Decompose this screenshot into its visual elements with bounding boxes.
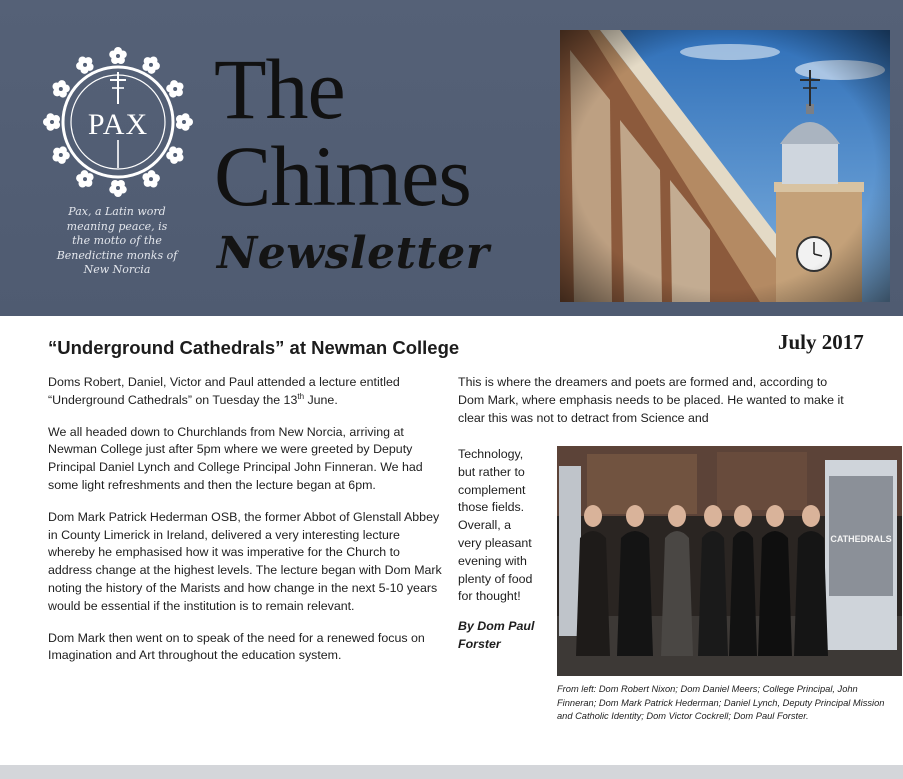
masthead-subtitle: Newsletter xyxy=(217,228,490,279)
p1-superscript: th xyxy=(297,391,305,401)
person-head xyxy=(704,505,722,527)
person-head xyxy=(766,505,784,527)
wreath-flower-core xyxy=(83,63,87,67)
motto-line: New Norcia xyxy=(83,263,151,276)
article-paragraph: This is where the dreamers and poets are formed and, according to Dom Mark, where emphasis needs to be placed. He wanted to make it clear this was not to detract from Science and xyxy=(458,375,844,425)
wreath-flower-core xyxy=(50,120,54,124)
motto-line: the motto of the xyxy=(72,234,162,247)
pax-wreath-logo-icon xyxy=(38,42,198,202)
wreath-petal xyxy=(76,62,84,70)
church-bell-tower-photo xyxy=(560,30,890,302)
person-head xyxy=(668,505,686,527)
wreath-petal xyxy=(152,174,160,182)
narrow-line: Overall, a xyxy=(458,518,512,533)
narrow-line: for thought! xyxy=(458,589,521,604)
person-silhouette xyxy=(698,531,728,656)
wreath-petal xyxy=(46,123,54,131)
person-silhouette xyxy=(758,531,792,656)
narrow-line: evening with xyxy=(458,553,527,568)
article-paragraph: Dom Mark Patrick Hederman OSB, the former Abbot of Glenstall Abbey in County Limerick in Ireland, delivered a very interesting lecture whereby he emphasised how it was imperative for the Church to address change at the highest levels. The lecture began with Dom Mark noting the history of the Marists and how change in the next 5-10 years would be essential if the institution is to remain relevant. xyxy=(48,509,442,613)
wreath-petal xyxy=(182,113,190,121)
wreath-flower-core xyxy=(149,63,153,67)
person-head xyxy=(734,505,752,527)
wreath-flower-core xyxy=(149,177,153,181)
p1-text-end: June. xyxy=(304,392,338,407)
group-photo-monks xyxy=(557,446,902,676)
person-silhouette xyxy=(661,531,693,656)
wreath-flower-core xyxy=(173,153,177,157)
wreath-flower-core xyxy=(182,120,186,124)
masthead-title-line2: Chimes xyxy=(214,128,471,224)
article-column-narrow xyxy=(458,446,550,654)
wreath-flower-core xyxy=(116,186,120,190)
wreath-petal xyxy=(170,80,178,88)
motto-line: Pax, a Latin word xyxy=(68,205,166,218)
banner-text: CATHEDRALS xyxy=(830,534,892,544)
byline-line: Forster xyxy=(458,636,501,651)
article-paragraph xyxy=(48,374,446,410)
article-paragraph: Dom Mark then went on to speak of the need for a renewed focus on Imagination and Art throughout the education system. xyxy=(48,630,425,663)
narrow-line: but rather to xyxy=(458,464,525,479)
wreath-flower-core xyxy=(59,87,63,91)
person-silhouette xyxy=(794,531,828,656)
issue-date: July 2017 xyxy=(778,330,864,354)
wreath-petal xyxy=(58,156,66,164)
motto-line: meaning peace, is xyxy=(66,219,168,233)
wreath-flower-core xyxy=(116,54,120,58)
person-silhouette xyxy=(576,531,610,656)
person-silhouette xyxy=(729,531,757,656)
narrow-line: very pleasant xyxy=(458,535,532,550)
narrow-line: complement xyxy=(458,482,526,497)
byline-line: By Dom Paul xyxy=(458,619,535,634)
person-silhouette xyxy=(617,531,653,656)
article-paragraph: We all headed down to Churchlands from New Norcia, arriving at Newman College just after 5pm where we were greeted by Deputy Principal Daniel Lynch and College Principal John Finneran. We had some light refreshments and then the lecture began at 6pm. xyxy=(48,424,423,492)
p1-text: Doms Robert, Daniel, Victor and Paul attended a lecture entitled “Underground Cathedrals” on Tuesday the 13 xyxy=(48,375,400,407)
wreath-flower-core xyxy=(59,153,63,157)
motto xyxy=(40,205,194,278)
person-head xyxy=(802,505,820,527)
motto-line: Benedictine monks of xyxy=(56,248,178,262)
article-headline: “Underground Cathedrals” at Newman College xyxy=(48,337,460,358)
masthead xyxy=(0,0,903,316)
article-column-right xyxy=(458,374,850,441)
wreath-petal xyxy=(119,186,127,194)
byline xyxy=(458,618,550,654)
person-head xyxy=(584,505,602,527)
narrow-line: Technology, xyxy=(458,447,524,461)
footer-bar xyxy=(0,765,903,779)
article-column-left xyxy=(48,374,446,679)
narrow-line: plenty of food xyxy=(458,571,533,586)
wreath-flower-core xyxy=(83,177,87,181)
masthead-title-line1: The xyxy=(214,41,345,137)
logo-text: PAX xyxy=(87,108,149,141)
person-head xyxy=(626,505,644,527)
wreath-flower-core xyxy=(173,87,177,91)
photo-caption: From left: Dom Robert Nixon; Dom Daniel Meers; College Principal, John Finneran; Dom Mark Patrick Hederman; Daniel Lynch, Deputy Principal Mission and Catholic Identity; Dom Victor Cockrell; Dom Paul Forster. xyxy=(557,684,885,721)
narrow-line: those fields. xyxy=(458,500,525,515)
wreath-petal xyxy=(109,50,117,58)
